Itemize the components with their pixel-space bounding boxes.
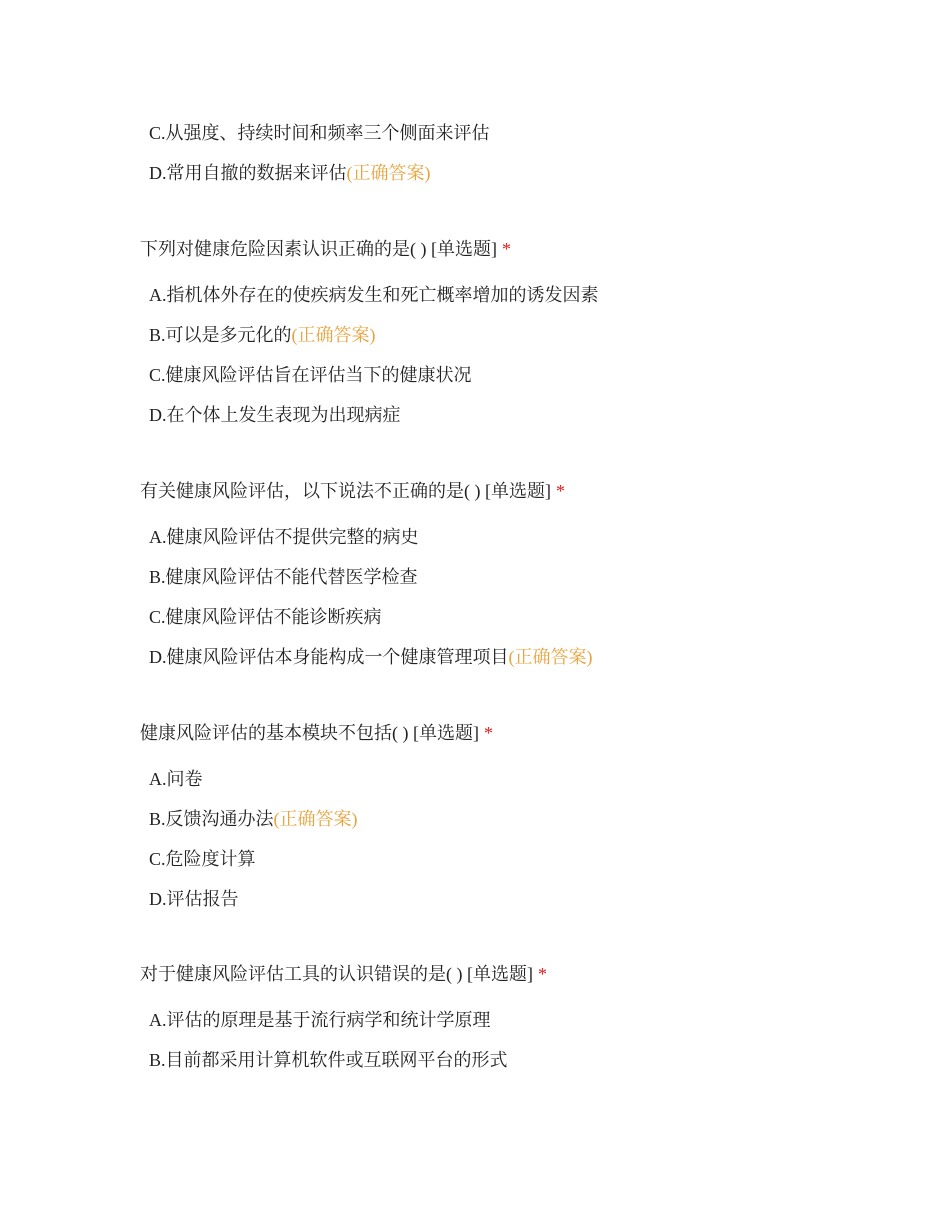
- option-d: [149, 162, 431, 184]
- option-a: [149, 768, 203, 790]
- option-text: 健康风险评估不能代替医学检查: [165, 567, 418, 587]
- required-mark: *: [555, 481, 565, 501]
- option-letter: A.: [149, 285, 167, 305]
- option-letter: B.: [149, 809, 166, 829]
- option-letter: B.: [149, 325, 166, 345]
- question-text: 下列对健康危险因素认识正确的是( ) [单选题]: [140, 239, 497, 259]
- option-text: 评估的原理是基于流行病学和统计学原理: [166, 1010, 491, 1030]
- correct-answer-tag: (正确答案): [291, 325, 376, 345]
- option-b: [149, 324, 376, 346]
- required-mark: *: [483, 723, 493, 743]
- option-text: 健康风险评估本身能构成一个健康管理项目: [166, 647, 509, 667]
- option-text: 可以是多元化的: [165, 325, 292, 345]
- option-c: [149, 606, 382, 628]
- option-text: 在个体上发生表现为出现病症: [166, 405, 401, 425]
- option-text: 健康风险评估旨在评估当下的健康状况: [165, 365, 472, 385]
- option-b: [149, 566, 418, 588]
- question-title: [140, 722, 493, 744]
- option-text: 指机体外存在的使疾病发生和死亡概率增加的诱发因素: [166, 285, 599, 305]
- option-text: 反馈沟通办法: [165, 809, 274, 829]
- option-b: [149, 808, 358, 830]
- option-d: [149, 888, 239, 910]
- required-mark: *: [537, 964, 547, 984]
- option-text: 从强度、持续时间和频率三个侧面来评估: [165, 123, 490, 143]
- option-text: 健康风险评估不能诊断疾病: [165, 607, 382, 627]
- option-letter: D.: [149, 163, 167, 183]
- option-text: 问卷: [166, 769, 203, 789]
- option-text: 健康风险评估不提供完整的病史: [166, 527, 419, 547]
- correct-answer-tag: (正确答案): [508, 647, 593, 667]
- correct-answer-tag: (正确答案): [273, 809, 358, 829]
- question-title: [140, 238, 511, 260]
- option-text: 目前都采用计算机软件或互联网平台的形式: [165, 1050, 508, 1070]
- question-text: 有关健康风险评估，以下说法不正确的是( ) [单选题]: [140, 481, 551, 501]
- option-letter: D.: [149, 889, 167, 909]
- option-a: [149, 284, 599, 306]
- option-c: [149, 122, 490, 144]
- option-letter: B.: [149, 1050, 166, 1070]
- option-letter: D.: [149, 405, 167, 425]
- question-title: [140, 480, 565, 502]
- question-text: 对于健康风险评估工具的认识错误的是( ) [单选题]: [140, 964, 533, 984]
- option-text: 常用自撤的数据来评估: [166, 163, 347, 183]
- option-letter: D.: [149, 647, 167, 667]
- option-a: [149, 526, 419, 548]
- option-d: [149, 404, 401, 426]
- option-letter: A.: [149, 1010, 167, 1030]
- option-letter: C.: [149, 365, 166, 385]
- option-c: [149, 364, 472, 386]
- option-letter: A.: [149, 527, 167, 547]
- option-text: 评估报告: [166, 889, 239, 909]
- option-letter: B.: [149, 567, 166, 587]
- option-c: [149, 848, 256, 870]
- option-a: [149, 1009, 491, 1031]
- option-letter: A.: [149, 769, 167, 789]
- correct-answer-tag: (正确答案): [346, 163, 431, 183]
- question-title: [140, 963, 547, 985]
- option-letter: C.: [149, 123, 166, 143]
- question-text: 健康风险评估的基本模块不包括( ) [单选题]: [140, 723, 479, 743]
- required-mark: *: [501, 239, 511, 259]
- option-text: 危险度计算: [165, 849, 256, 869]
- option-d: [149, 646, 593, 668]
- option-b: [149, 1049, 508, 1071]
- option-letter: C.: [149, 849, 166, 869]
- option-letter: C.: [149, 607, 166, 627]
